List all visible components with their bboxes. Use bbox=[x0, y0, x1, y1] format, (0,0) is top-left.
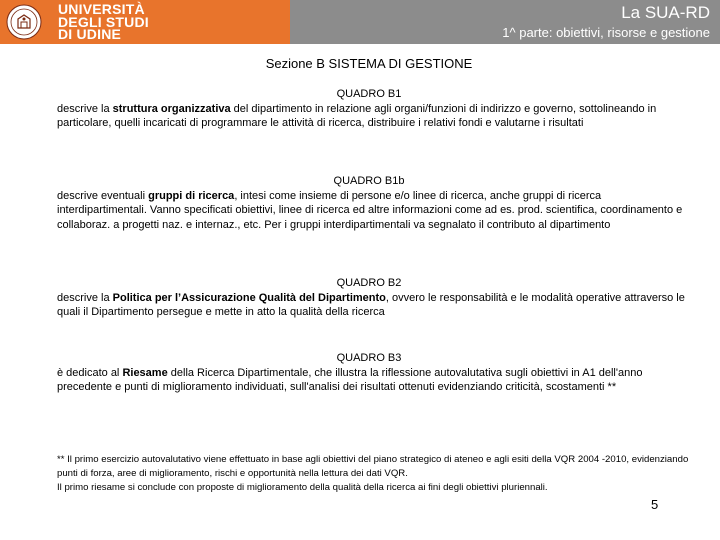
page-subtitle: 1^ parte: obiettivi, risorse e gestione bbox=[502, 25, 710, 40]
quadro-text-post: del dipartimento in relazione agli organi/funzioni di indirizzo e governo, sottolineando in particolare, quelli incaricati di programmare le attività di ricerca, distribuire i relativi fondi e valutarne i risultati bbox=[57, 102, 657, 130]
quadro-text-bold: struttura organizzativa bbox=[112, 102, 231, 115]
quadro-b1 bbox=[57, 87, 687, 131]
quadro-b3 bbox=[57, 351, 687, 395]
logo-wordmark: UNIVERSITÀ DEGLI STUDI DI UDINE bbox=[58, 1, 149, 43]
quadro-text-bold: gruppi di ricerca bbox=[148, 189, 235, 202]
page-number: 5 bbox=[651, 497, 659, 512]
section-heading: Sezione B SISTEMA DI GESTIONE bbox=[265, 56, 473, 71]
quadro-title: QUADRO B2 bbox=[336, 277, 402, 289]
footnote bbox=[57, 453, 697, 496]
quadro-title: QUADRO B3 bbox=[336, 352, 402, 364]
header-bar bbox=[0, 0, 720, 44]
footnote-line-2: Il primo riesame si conclude con proposte di miglioramento della qualità della ricerca ai fini degli obiettivi pluriennali. bbox=[57, 482, 548, 494]
quadro-b1b bbox=[57, 174, 687, 232]
quadro-text-post: , ovvero le responsabilità e le modalità operative attraverso le quali il Dipartimento persegue e mette in atto la qualità della ricerca bbox=[57, 291, 685, 319]
quadro-text-pre: descrive eventuali bbox=[57, 189, 149, 202]
university-logo bbox=[0, 0, 290, 44]
quadro-text-post: della Ricerca Dipartimentale, che illustra la riflessione autovalutativa sugli obiettivi in A1 dell'anno precedente e punti di miglioramento individuati, sull'analisi dei risultati ottenuti evidenziando criticità, scostamenti ** bbox=[57, 366, 643, 394]
quadro-text-bold: Riesame bbox=[122, 366, 168, 379]
quadro-title: QUADRO B1 bbox=[336, 88, 402, 100]
quadro-text-bold: Politica per l’Assicurazione Qualità del Dipartimento bbox=[112, 291, 386, 304]
title-area bbox=[290, 0, 720, 44]
university-seal-icon bbox=[6, 4, 42, 40]
quadro-text-pre: descrive la bbox=[57, 291, 113, 304]
page-title: La SUA-RD bbox=[621, 3, 710, 22]
quadro-text-pre: è dedicato al bbox=[57, 366, 123, 379]
quadro-text-pre: descrive la bbox=[57, 102, 113, 115]
quadro-text-post: , intesi come insieme di persone e/o linee di ricerca, anche gruppi di ricerca interdipartimentali. Vanno specificati obiettivi, linee di ricerca ed altre informazioni come ad es. prod. scientifica, coordinamento e collaboraz. a progetti naz. e internaz., etc. Per i gruppi interdipartimentali va segnalato il contributo al dipartimento bbox=[57, 189, 683, 231]
quadro-title: QUADRO B1b bbox=[333, 175, 405, 187]
footnote-marker: ** bbox=[57, 454, 65, 465]
footnote-line-1: Il primo esercizio autovalutativo viene effettuato in base agli obiettivi del piano strategico di ateneo e agli esiti della VQR 2004 -2010, evidenziando punti di forza, aree di miglioramento, rischi e opportunità nella lettura dei dati VQR. bbox=[57, 454, 689, 480]
quadro-b2 bbox=[57, 276, 687, 320]
